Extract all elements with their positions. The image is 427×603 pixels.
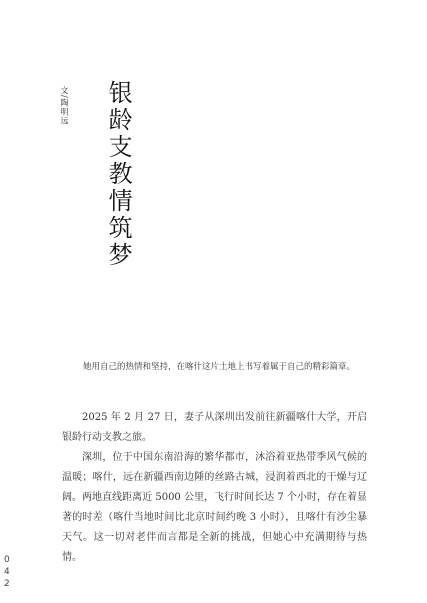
page-number-digit: 4 (4, 567, 10, 577)
page-number-digit: 0 (4, 555, 10, 565)
page-number-digit: 2 (4, 579, 10, 589)
paragraph: 2025 年 2 月 27 日，妻子从深圳出发前往新疆喀什大学，开启银龄行动支教之旅。 (62, 412, 367, 443)
article-title: 银龄支教情筑梦 (104, 80, 133, 269)
article-body (62, 408, 367, 568)
page-number (4, 556, 10, 592)
article-intro: 她用自己的热情和坚持，在喀什这片土地上书写着属于自己的精彩篇章。 (83, 362, 356, 372)
paragraph: 深圳，位于中国东南沿海的繁华都市，沐浴着亚热带季风气候的温暖；喀什，远在新疆西南边陲的丝路古城，浸润着西北的干燥与辽阔。两地直线距离近 5000 公里，飞行时间长达 7 个小时，存在着显著的时差（喀什当地时间比北京时间约晚 3 小时），且喀什有沙尘暴天气。这一切对老伴而言都是全新的挑战，但她心中充满期待与热情。 (62, 452, 367, 563)
article-byline: 文/陶明远 (60, 86, 69, 126)
